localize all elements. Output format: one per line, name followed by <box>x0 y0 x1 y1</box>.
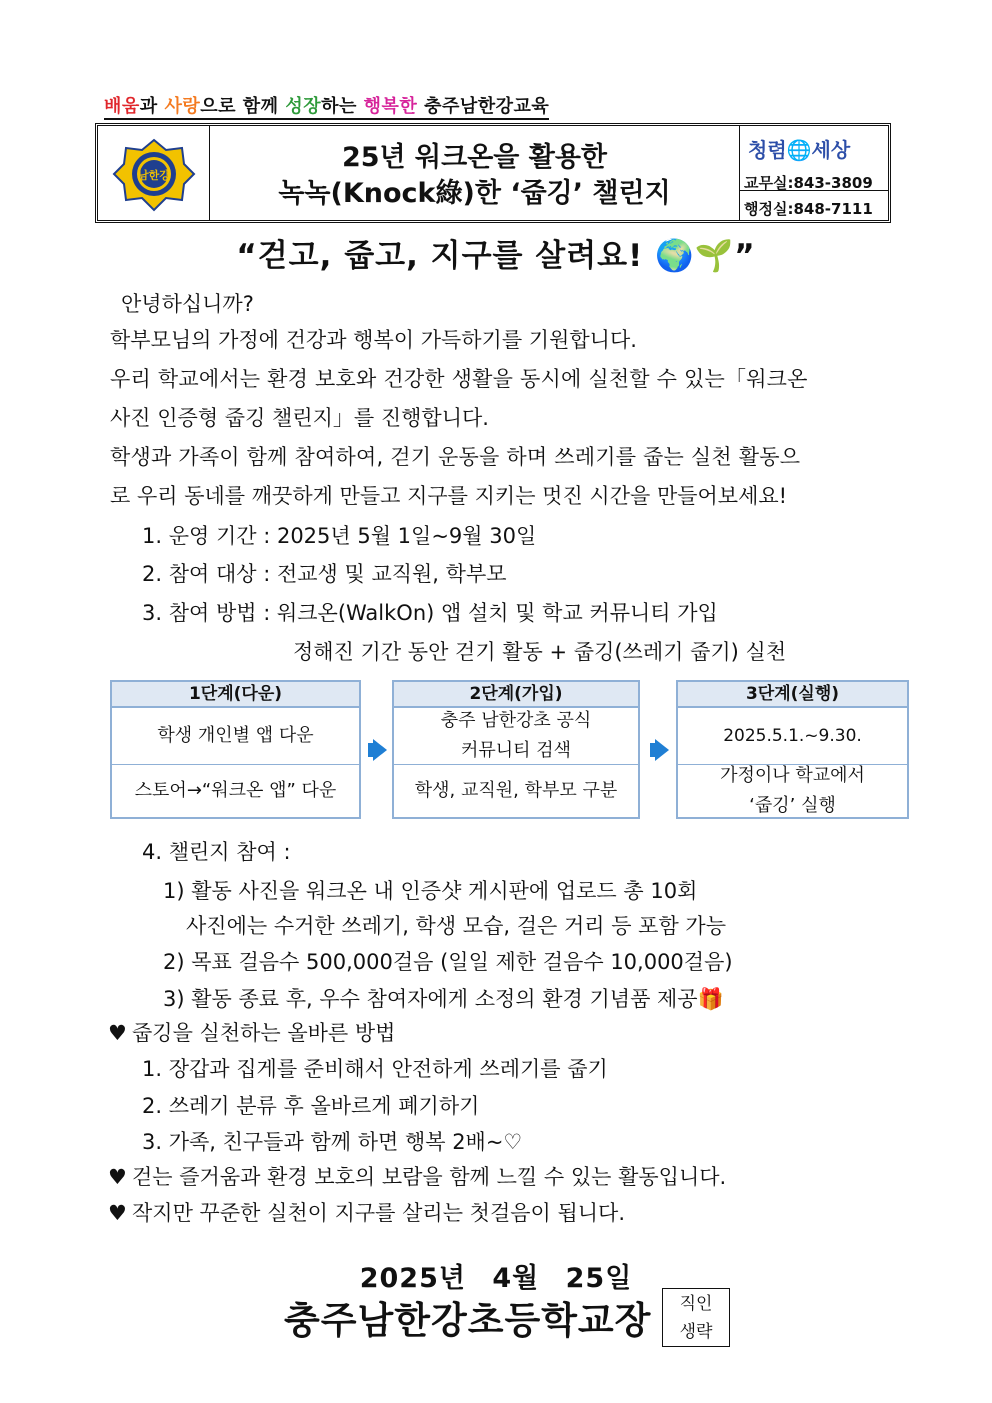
item-method: 3. 참여 방법 : 워크온(WalkOn) 앱 설치 및 학교 커뮤니티 가입 <box>142 601 718 625</box>
challenge-item-1-cont: 사진에는 수거한 쓰레기, 학생 모습, 걸은 거리 등 포함 가능 <box>186 914 727 938</box>
emblem-text: 남한강 <box>138 169 170 182</box>
motto-text: 하는 <box>321 96 364 117</box>
seal-omitted-box <box>662 1288 730 1347</box>
motto-word-love: 사랑 <box>164 96 201 117</box>
closing-line-1: 걷는 즐거움과 환경 보호의 보람을 함께 느낄 수 있는 활동입니다. <box>132 1165 727 1189</box>
motto-word-learning: 배움 <box>104 96 140 117</box>
stage-title: 2단계(가입) <box>394 682 638 708</box>
emblem-cell <box>98 126 210 220</box>
challenge-heading: 4. 챌린지 참여 : <box>142 840 291 864</box>
contact-cell <box>740 126 888 220</box>
challenge-item-3: 3) 활동 종료 후, 우수 참여자에게 소정의 환경 기념품 제공🎁 <box>163 987 724 1011</box>
header-box <box>95 123 891 223</box>
greeting: 안녕하십니까? <box>121 292 254 316</box>
motto-text: 충주남한강교육 <box>417 96 550 117</box>
seal-line-2: 생략 <box>679 1322 713 1342</box>
tip-1: 1. 장갑과 집게를 준비해서 안전하게 쓰레기를 줍기 <box>142 1057 608 1081</box>
stage-row: 충주 남한강초 공식 커뮤니티 검색 <box>440 710 592 761</box>
closing-row-1 <box>108 1161 726 1191</box>
intro-line-4: 학생과 가족이 함께 참여하여, 걷기 운동을 하며 쓰레기를 줍는 실천 활동으 <box>110 445 801 469</box>
intro-line-3: 사진 인증형 줍깅 챌린지」를 진행합니다. <box>110 406 489 430</box>
stage-row: 스토어→“워크온 앱” 다운 <box>134 780 337 801</box>
item-method-cont: 정해진 기간 동안 걷기 활동 + 줍깅(쓰레기 줍기) 실천 <box>293 640 787 664</box>
motto-text: 과 <box>139 96 165 117</box>
heart-icon: ♥ <box>108 1165 127 1189</box>
heart-icon: ♥ <box>108 1021 127 1045</box>
motto-text: 으로 함께 <box>200 96 286 117</box>
stage-row: 가정이나 학교에서 ‘줍깅’ 실행 <box>720 765 865 816</box>
intro-line-1: 학부모님의 가정에 건강과 행복이 가득하기를 기원합니다. <box>110 328 637 352</box>
stage-title: 1단계(다운) <box>112 682 359 708</box>
tip-2: 2. 쓰레기 분류 후 올바르게 폐기하기 <box>142 1094 480 1118</box>
stage-row: 2025.5.1.~9.30. <box>723 726 862 746</box>
principal-title: 충주남한강초등학교장 <box>284 1299 652 1342</box>
title-line-2: 녹녹(Knock綠)한 ‘줍깅’ 챌린지 <box>278 178 671 209</box>
admin-phone: 행정실:848-7111 <box>744 200 873 218</box>
motto-word-happy: 행복한 <box>363 96 418 117</box>
stage-row: 학생, 교직원, 학부모 구분 <box>414 780 618 801</box>
issue-date: 2025년 4월 25일 <box>359 1263 633 1294</box>
seal-line-1: 직인 <box>679 1294 713 1314</box>
stage-box-3 <box>676 680 909 819</box>
school-motto <box>104 92 549 118</box>
tips-heading: 줍깅을 실천하는 올바른 방법 <box>132 1021 396 1045</box>
challenge-item-2: 2) 목표 걸음수 500,000걸음 (일일 제한 걸음수 10,000걸음) <box>163 950 733 974</box>
item-target: 2. 참여 대상 : 전교생 및 교직원, 학부모 <box>142 562 507 586</box>
headline: “걷고, 줍고, 지구를 살려요! 🌍🌱” <box>236 238 756 274</box>
tip-3: 3. 가족, 친구들과 함께 하면 행복 2배~♡ <box>142 1130 523 1154</box>
title-line-1: 25년 워크온을 활용한 <box>341 142 608 173</box>
arrow-right-icon <box>655 739 669 761</box>
contact-divider <box>740 190 888 191</box>
school-emblem <box>98 126 210 220</box>
tips-heading-row <box>108 1017 395 1047</box>
arrow-right-icon <box>373 739 387 761</box>
stage-title: 3단계(실행) <box>678 682 907 708</box>
closing-row-2 <box>108 1197 625 1227</box>
stage-box-1 <box>110 680 361 819</box>
item-period: 1. 운영 기간 : 2025년 5월 1일~9월 30일 <box>142 524 537 548</box>
motto-word-growth: 성장 <box>285 96 322 117</box>
intro-line-2: 우리 학교에서는 환경 보호와 건강한 생활을 동시에 실천할 수 있는「워크온 <box>110 367 808 391</box>
intro-line-5: 로 우리 동네를 깨끗하게 만들고 지구를 지키는 멋진 시간을 만들어보세요! <box>110 484 788 508</box>
stage-row: 학생 개인별 앱 다운 <box>157 725 314 746</box>
closing-line-2: 작지만 꾸준한 실천이 지구를 살리는 첫걸음이 됩니다. <box>132 1201 626 1225</box>
stage-box-2 <box>392 680 640 819</box>
integrity-slogan-logo: 청렴🌐세상 <box>748 138 851 162</box>
challenge-item-1: 1) 활동 사진을 워크온 내 인증샷 게시판에 업로드 총 10회 <box>163 879 698 903</box>
title-cell <box>210 126 740 220</box>
heart-icon: ♥ <box>108 1201 127 1225</box>
office-phone: 교무실:843-3809 <box>744 174 873 192</box>
